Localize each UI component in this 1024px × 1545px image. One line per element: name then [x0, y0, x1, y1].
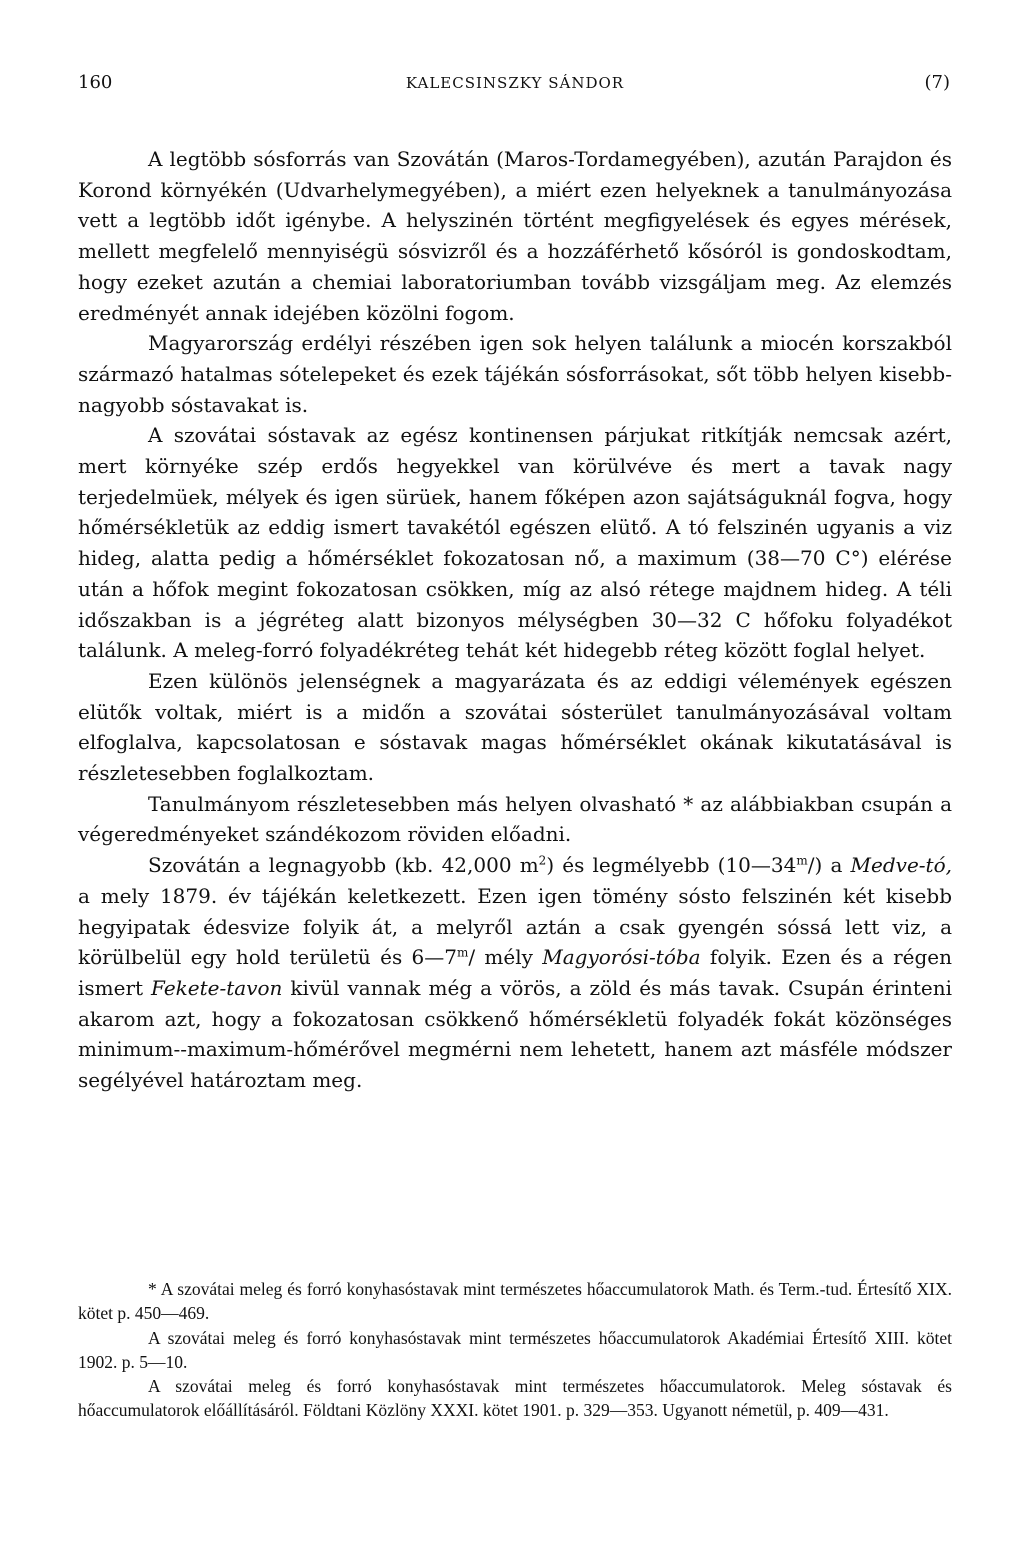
- footnotes: [78, 1277, 952, 1423]
- paragraph-6-part: /) a: [807, 853, 851, 878]
- footnote-2: A szovátai meleg és forró konyhasóstavak mint természetes hőaccumulatorok Akadémiai Értesítő XIII. kötet 1902. p. 5—10.: [78, 1327, 952, 1372]
- italic-term-fekete-to: Fekete-tavon: [151, 975, 283, 1000]
- superscript: 2: [538, 853, 547, 868]
- running-head-author: KALECSINSZKY SÁNDOR: [405, 74, 625, 92]
- paragraph-6-part: Szovátán a legnagyobb (kb. 42,000 m: [148, 853, 539, 878]
- document-page: [78, 0, 952, 1545]
- paragraph-3: A szovátai sóstavak az egész kontinensen párjukat ritkítják nemcsak azért, mert környéke szép erdős hegyekkel van körülvéve és mert a tavak nagy terjedelmüek, mélyek és igen sürüek, hanem főképen azon sajátságuknál fogva, hogy hőmérsékletük az eddig ismert tavakétól egészen elütő. A tó felszinén ugyanis a viz hideg, alatta pedig a hőmérséklet fokozatosan nő, a maximum (38—70 C°) elérése után a hőfok megint fokozatosan csökken, míg az alsó rétege majdnem hideg. A téli időszakban is a jégréteg alatt bizonyos mélységben 30—32 C hőfoku folyadékot találunk. A meleg-forró folyadékréteg tehát két hidegebb réteg között foglal helyet.: [78, 423, 952, 663]
- footnote-3: A szovátai meleg és forró konyhasóstavak mint természetes hőaccumulatorok. Meleg sóstavak és hőaccumulatorok előállításáról. Földtani Közlöny XXXI. kötet 1901. p. 329—353. Ugyanott németül, p. 409—431.: [78, 1376, 952, 1421]
- paragraph-1: A legtöbb sósforrás van Szovátán (Maros-Tordamegyében), azután Parajdon és Korond környékén (Udvarhelymegyében), a miért ezen helyeknek a tanulmányozása vett a legtöbb időt igénybe. A helyszinén történt megfigyelések és egyes mérések, mellett megfelelő mennyiségü sósvizről és a hozzáférhető kősóról is gondoskodtam, hogy ezeket azután a chemiai laboratoriumban tovább vizsgáljam meg. Az elemzés eredményét annak idejében közölni fogom.: [78, 147, 952, 325]
- section-number: (7): [924, 72, 950, 93]
- paragraph-6: [78, 850, 952, 1096]
- italic-term-medve-to: Medve-tó,: [850, 853, 952, 878]
- paragraph-6-part: / mély: [468, 945, 543, 970]
- body-text: [78, 144, 952, 1096]
- paragraph-6-part: kivül vannak még a vörös, a zöld és más tavak. Csupán érinteni akarom azt, hogy a fokozatosan csökkenő hőmérsékletü folyadék fokát közönséges minimum--maximum-hőmérővel megmérni nem lehetett, hanem azt másféle módszer segélyével határoztam meg.: [78, 975, 952, 1093]
- footnote-1: * A szovátai meleg és forró konyhasóstavak mint természetes hőaccumulatorok Math. és Term.-tud. Értesítő XIX. kötet p. 450—469.: [78, 1279, 952, 1324]
- paragraph-6-part: a mely 1879. év tájékán keletkezett. Ezen igen tömény sósto felszinén két kisebb hegyipatak édesvize folyik át, a melyről aztán a csak gyengén sóssá lett viz, a körülbelül egy hold területü és 6—7: [78, 883, 952, 970]
- paragraph-6-part: ) és legmélyebb (10—34: [546, 853, 797, 878]
- superscript: m: [796, 853, 808, 868]
- superscript: m: [456, 945, 469, 960]
- paragraph-5: Tanulmányom részletesebben más helyen olvasható * az alábbiakban csupán a végeredményeket szándékozom röviden előadni.: [78, 791, 952, 847]
- paragraph-6-part: folyik. Ezen és a régen ismert: [78, 945, 952, 1000]
- paragraph-2: Magyarország erdélyi részében igen sok helyen találunk a miocén korszakból származó hatalmas sótelepeket és ezek tájékán sósforrásokat, sőt több helyen kisebb-nagyobb sóstavakat is.: [78, 331, 952, 417]
- page-number: 160: [78, 72, 113, 93]
- page-header: [78, 72, 952, 98]
- italic-term-magyorosi-to: Magyorósi-tóba: [542, 945, 701, 970]
- paragraph-4: Ezen különös jelenségnek a magyarázata és az eddigi vélemények egészen elütők voltak, miért is a midőn a szovátai sósterület tanulmányozásával voltam elfoglalva, kapcsolatosan e sóstavak magas hőmérséklet okának kikutatásával is részletesebben foglalkoztam.: [78, 668, 952, 786]
